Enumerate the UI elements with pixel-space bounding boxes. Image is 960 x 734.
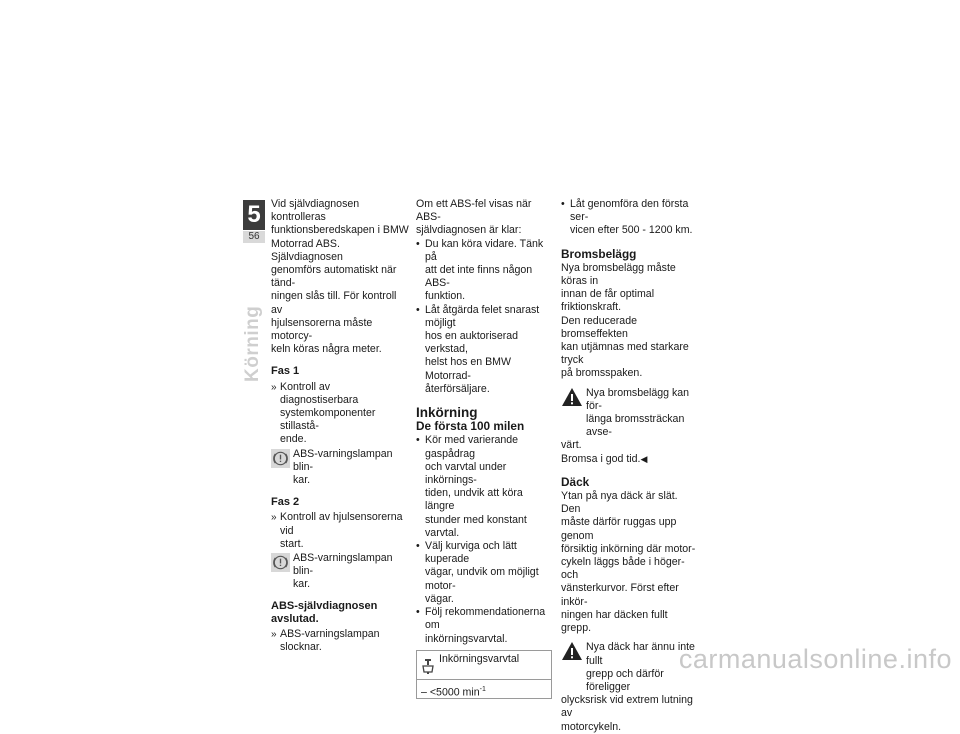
list-line: Låt genomföra den första ser- — [570, 198, 689, 224]
intro-line: hjulsensorerna måste motorcy- — [271, 316, 373, 343]
warning-line: olycksrisk vid extrem lutning av — [561, 694, 693, 720]
engine-speed-icon — [422, 658, 434, 674]
bullet-marker: • — [416, 303, 420, 316]
fas1-step — [271, 381, 409, 447]
body-line: ningen har däcken fullt grepp. — [561, 608, 668, 635]
section-title-text: Körning — [242, 305, 263, 382]
watermark: carmanualsonline.info — [678, 644, 952, 674]
section-title — [239, 305, 269, 382]
step-line: Kontroll av diagnostiserbara — [280, 380, 359, 406]
list-item — [416, 434, 552, 540]
intro-line: ningen slås till. För kontroll av — [271, 290, 397, 316]
unit-exponent: -1 — [479, 685, 486, 693]
list-item — [416, 540, 552, 606]
bullet-marker: • — [416, 606, 420, 619]
body-line: Nya bromsbelägg måste köras in — [561, 261, 676, 288]
list-line: hos en auktoriserad verkstad, — [425, 330, 519, 356]
done-heading — [271, 600, 409, 626]
list-item — [416, 606, 552, 646]
body-line: cykeln läggs både i höger- och — [561, 556, 685, 582]
body-line: Den reducerade bromseffekten — [561, 314, 637, 340]
done-heading-line: avslutad. — [271, 612, 319, 625]
bullet-marker: • — [561, 198, 565, 210]
indicator-line: ABS-varningslampan blin- — [293, 447, 393, 473]
list-item — [416, 304, 552, 396]
indicator-line: ABS-varningslampan blin- — [293, 552, 393, 578]
list-item — [561, 198, 699, 238]
warning-line: motorcykeln. — [561, 720, 622, 733]
body-line: kan utjämnas med starkare tryck — [561, 341, 689, 367]
table-value: <5000 min — [429, 686, 480, 699]
warning-line: grepp och därför föreligger — [586, 667, 664, 693]
done-step — [271, 628, 409, 654]
fas2-indicator — [271, 552, 409, 592]
warning-line: länga bromssträckan avse- — [586, 413, 685, 439]
warning-line: värt. — [561, 439, 582, 452]
intro-line: keln köras några meter. — [271, 343, 382, 356]
list-line: återförsäljare. — [425, 382, 490, 395]
abs-warning-lamp-icon — [271, 449, 290, 468]
step-line: ende. — [280, 433, 307, 446]
body-line: Ytan på nya däck är slät. Den — [561, 490, 678, 516]
body-line: innan de får optimal friktionskraft. — [561, 288, 655, 314]
body-line: vänsterkurvor. Först efter inkör- — [561, 582, 679, 608]
step-line: start. — [280, 537, 304, 550]
intro-line: genomförs automatiskt när tänd- — [271, 264, 397, 290]
intro-line: självdiagnosen är klar: — [416, 224, 522, 237]
warning-line — [561, 453, 699, 466]
indicator-line: kar. — [293, 474, 311, 487]
list-line: tiden, undvik att köra längre — [425, 487, 523, 513]
list-line: Välj kurviga och lätt kuperade — [425, 540, 517, 566]
column-1 — [271, 198, 409, 655]
brake-warning — [561, 387, 699, 440]
list-line: stunder med konstant varvtal. — [425, 513, 527, 539]
list-line: att det inte finns någon ABS- — [425, 264, 533, 290]
list-line: vägar, undvik om möjligt motor- — [425, 566, 539, 592]
fas1-indicator — [271, 448, 409, 488]
done-heading-line: ABS-självdiagnosen — [271, 599, 378, 612]
list-line: vicen efter 500 - 1200 km. — [570, 224, 693, 237]
arrow-marker: » — [271, 629, 277, 641]
bullet-marker: • — [416, 434, 420, 447]
end-mark: ◀ — [640, 453, 648, 464]
fas2-step — [271, 511, 409, 551]
intro-line: Vid självdiagnosen kontrolleras — [271, 198, 360, 224]
indicator-line: kar. — [293, 578, 311, 591]
body-line: försiktig inkörning där motor- — [561, 542, 696, 555]
list-item — [416, 238, 552, 304]
list-line: vägar. — [425, 592, 454, 605]
page-number: 56 — [243, 231, 265, 243]
body-line: måste därför ruggas upp genom — [561, 516, 677, 542]
step-line: ABS-varningslampan slocknar. — [280, 628, 380, 654]
warning-line: Nya däck har ännu inte fullt — [586, 641, 695, 667]
body-line: på bromsspaken. — [561, 367, 643, 380]
warning-text: Bromsa i god tid. — [561, 452, 641, 465]
tire-heading: Däck — [561, 474, 590, 489]
list-line: helst hos en BMW Motorrad- — [425, 356, 511, 382]
value-dash: – — [421, 686, 427, 699]
brake-heading: Bromsbelägg — [561, 246, 637, 261]
warning-triangle-icon — [561, 387, 583, 407]
bullet-marker: • — [416, 237, 420, 250]
list-line: Låt åtgärda felet snarast möjligt — [425, 303, 540, 329]
column-2 — [416, 198, 552, 699]
table-label: Inkörningsvarvtal — [439, 652, 520, 665]
arrow-marker: » — [271, 512, 277, 524]
list-line: och varvtal under inkörnings- — [425, 460, 507, 487]
intro-line: funktionsberedskapen i BMW — [271, 224, 409, 237]
step-line: Kontroll av hjulsensorerna vid — [280, 511, 403, 537]
subsection-heading: De första 100 milen — [416, 419, 525, 434]
warning-line: Nya bromsbelägg kan för- — [586, 386, 690, 412]
bullet-marker: • — [416, 540, 420, 553]
intro-line: Om ett ABS-fel visas när ABS- — [416, 198, 532, 224]
step-line: systemkomponenter stillastå- — [280, 407, 376, 433]
section-heading: Inkörning — [416, 405, 478, 421]
fas1-heading: Fas 1 — [271, 365, 300, 378]
list-line: Följ rekommendationerna om — [425, 606, 546, 632]
abs-warning-lamp-icon — [271, 553, 290, 572]
list-line: Kör med varierande gaspådrag — [425, 434, 519, 460]
chapter-number: 5 — [243, 200, 265, 230]
list-line: funktion. — [425, 290, 466, 303]
table-value-row — [417, 680, 551, 698]
fas2-heading: Fas 2 — [271, 496, 300, 509]
list-line: Du kan köra vidare. Tänk på — [425, 237, 544, 263]
list-line: inkörningsvarvtal. — [425, 632, 508, 645]
intro-line: Motorrad ABS. Självdiagnosen — [271, 237, 343, 263]
arrow-marker: » — [271, 381, 277, 393]
